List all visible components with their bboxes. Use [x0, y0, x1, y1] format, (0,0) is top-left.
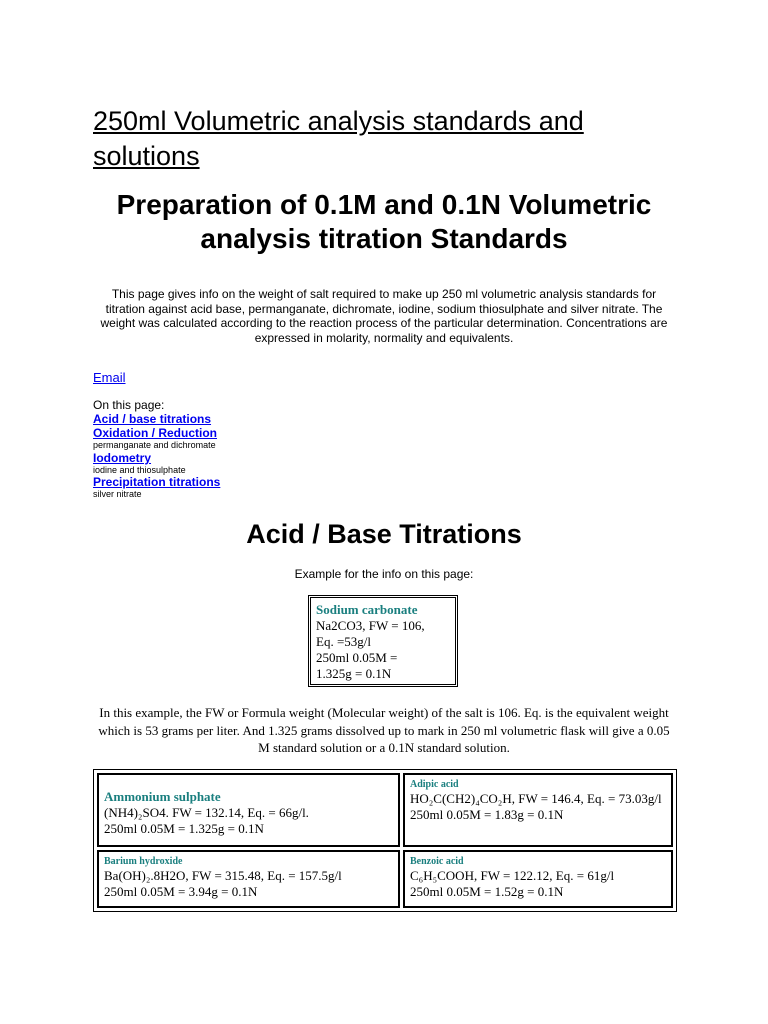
nav-link-acid-base[interactable]: Acid / base titrations [93, 412, 212, 426]
example-compound-name: Sodium carbonate [316, 602, 418, 617]
email-link[interactable]: Email [93, 370, 126, 385]
nav-note-iodometry: iodine and thiosulphate [93, 465, 186, 475]
compound-name: Adipic acid [410, 779, 459, 790]
table-cell [403, 850, 673, 908]
page-title: 250ml Volumetric analysis standards and solutions [93, 106, 584, 171]
nav-note-oxidation: permanganate and dichromate [93, 440, 216, 450]
compound-formula: C₆H₅COOH, FW = 122.12, Eq. = 61g/l [410, 868, 615, 883]
compound-formula: HO₂C(CH2)₄CO₂H, FW = 146.4, Eq. = 73.03g/l [410, 791, 662, 806]
section-heading: Acid / Base Titrations [246, 519, 522, 549]
compound-amount: 250ml 0.05M = 1.325g = 0.1N [104, 821, 264, 836]
nav-link-oxidation-reduction[interactable]: Oxidation / Reduction [93, 426, 218, 440]
compound-formula: (NH4)₂SO4. FW = 132.14, Eq. = 66g/l. [104, 805, 309, 820]
nav-link-iodometry[interactable]: Iodometry [93, 451, 152, 465]
compound-name: Benzoic acid [410, 856, 464, 867]
example-line-4: 1.325g = 0.1N [316, 666, 392, 681]
compound-amount: 250ml 0.05M = 1.83g = 0.1N [410, 807, 564, 822]
example-explanation: In this example, the FW or Formula weight (Molecular weight) of the salt is 106. Eq. is the equivalent weight which is 53 grams per liter. And 1.325 grams dissolved up to mark in 250 ml volumetric flask will give a 0.05 M standard solution or a 0.1N standard solution. [98, 705, 670, 755]
example-label: Example for the info on this page: [294, 567, 474, 581]
on-this-page-label: On this page: [93, 398, 165, 412]
nav-link-precipitation[interactable]: Precipitation titrations [93, 475, 221, 489]
example-line-2: Eq. =53g/l [316, 634, 371, 649]
compound-name: Ammonium sulphate [104, 789, 221, 804]
compound-amount: 250ml 0.05M = 1.52g = 0.1N [410, 884, 564, 899]
table-cell [97, 850, 400, 908]
example-line-1: Na2CO3, FW = 106, [316, 618, 425, 633]
page-subtitle: Preparation of 0.1M and 0.1N Volumetric analysis titration Standards [116, 189, 652, 254]
example-line-3: 250ml 0.05M = [316, 650, 398, 665]
table-cell [97, 773, 400, 847]
compound-table [93, 769, 677, 912]
example-box [308, 595, 458, 687]
compound-name: Barium hydroxide [104, 856, 183, 867]
table-cell [403, 773, 673, 847]
nav-note-precipitation: silver nitrate [93, 489, 142, 499]
compound-amount: 250ml 0.05M = 3.94g = 0.1N [104, 884, 258, 899]
compound-formula: Ba(OH)₂.8H2O, FW = 315.48, Eq. = 157.5g/l [104, 868, 342, 883]
intro-paragraph: This page gives info on the weight of salt required to make up 250 ml volumetric analysis standards for titration against acid base, permanganate, dichromate, iodine, sodium thiosulphate and silver nitrate. The weight was calculated according to the reaction process of the particular determination. Concentrations are expressed in molarity, normality and equivalents. [100, 287, 668, 345]
